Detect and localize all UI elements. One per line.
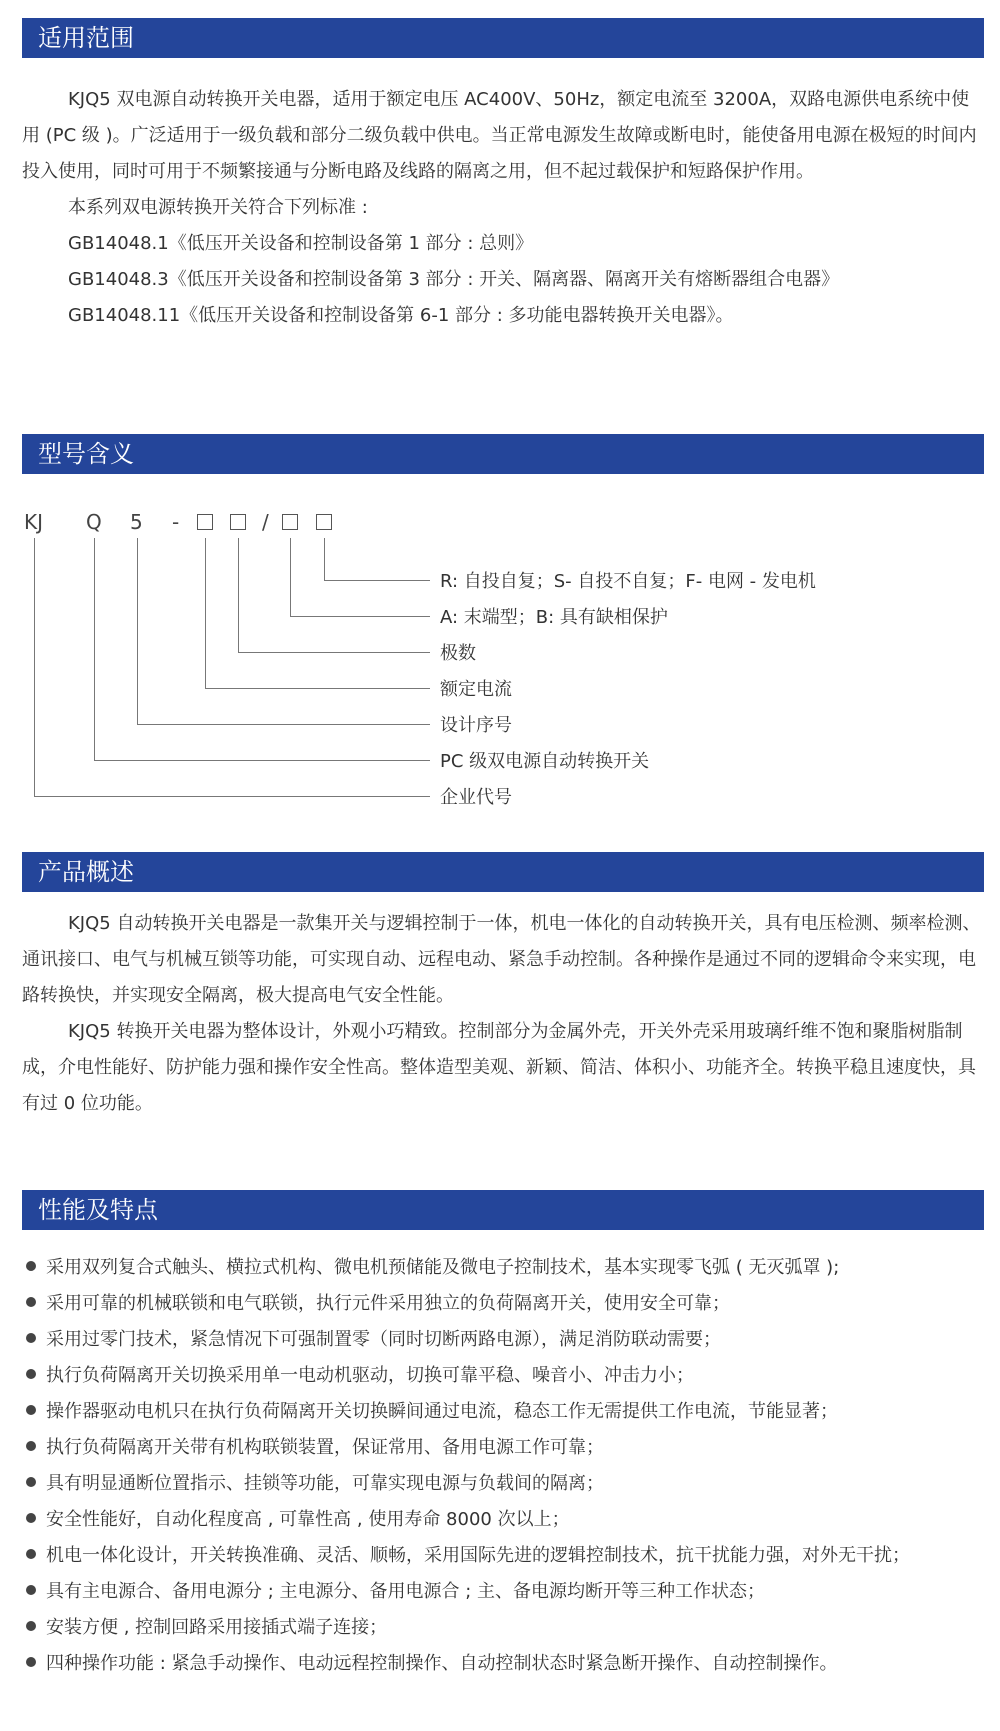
bullet-icon [26,1477,36,1487]
feature-text: 执行负荷隔离开关带有机构联锁装置，保证常用、备用电源工作可靠； [46,1437,604,1458]
list-item [22,1466,984,1502]
feature-text: 四种操作功能 : 紧急手动操作、电动远程控制操作、自动控制状态时紧急断开操作、自动控制操作。 [46,1653,838,1674]
list-item [22,1538,984,1574]
bullet-icon [26,1333,36,1343]
leader-hline-poles [238,652,430,653]
legend-series: 设计序号 [440,715,512,736]
list-item [22,1574,984,1610]
list-item [22,1502,984,1538]
feature-text: 采用过零门技术，紧急情况下可强制置零（同时切断两路电源），满足消防联动需要； [46,1329,721,1350]
leader-hline-type [290,616,430,617]
list-item [22,1430,984,1466]
code-5: 5 [130,510,143,534]
feature-text: 采用可靠的机械联锁和电气联锁，执行元件采用独立的负荷隔离开关，使用安全可靠； [46,1293,730,1314]
legend-poles: 极数 [440,643,476,664]
section-header-features: 性能及特点 [22,1190,984,1230]
leader-vline-mode [324,538,325,580]
scope-text [22,82,984,334]
section-header-model: 型号含义 [22,434,984,474]
code-box-poles [230,514,246,530]
code-box-mode [316,514,332,530]
feature-text: 具有明显通断位置指示、挂锁等功能，可靠实现电源与负载间的隔离； [46,1473,604,1494]
bullet-icon [26,1261,36,1271]
standard-item: GB14048.1《低压开关设备和控制设备第 1 部分 : 总则》 [68,233,534,254]
overview-paragraph: KJQ5 转换开关电器为整体设计，外观小巧精致。控制部分为金属外壳，开关外壳采用玻璃纤维不饱和聚脂树脂制成，介电性能好、防护能力强和操作安全性高。整体造型美观、新颖、简洁、体积小、功能齐全。转换平稳且速度快，具有过 0 位功能。 [22,1021,976,1114]
list-item [22,1610,984,1646]
code-dash: - [172,510,180,534]
list-item [22,1646,984,1682]
feature-text: 具有主电源合、备用电源分 ; 主电源分、备用电源合 ; 主、备电源均断开等三种工作状态； [46,1581,766,1602]
feature-text: 执行负荷隔离开关切换采用单一电动机驱动，切换可靠平稳、噪音小、冲击力小； [46,1365,694,1386]
bullet-icon [26,1621,36,1631]
model-code-diagram [22,500,984,820]
legend-company: 企业代号 [440,787,512,808]
code-box-current [197,514,213,530]
section-header-scope: 适用范围 [22,18,984,58]
leader-vline-series [137,538,138,724]
code-kj: KJ [24,510,44,534]
list-item [22,1322,984,1358]
feature-text: 采用双列复合式触头、横拉式机构、微电机预储能及微电子控制技术，基本实现零飞弧 ( 无灭弧罩 ); [46,1257,840,1278]
code-slash: / [262,510,269,534]
legend-pc: PC 级双电源自动转换开关 [440,751,650,772]
list-item [22,1394,984,1430]
bullet-icon [26,1549,36,1559]
feature-text: 安全性能好，自动化程度高 , 可靠性高 , 使用寿命 8000 次以上； [46,1509,570,1530]
leader-hline-mode [324,580,430,581]
leader-hline-company [34,796,430,797]
feature-text: 操作器驱动电机只在执行负荷隔离开关切换瞬间通过电流，稳态工作无需提供工作电流，节能显著； [46,1401,838,1422]
list-item [22,1250,984,1286]
legend-mode: R: 自投自复；S- 自投不自复；F- 电网 - 发电机 [440,571,816,592]
bullet-icon [26,1657,36,1667]
code-q: Q [86,510,102,534]
leader-vline-poles [238,538,239,652]
bullet-icon [26,1441,36,1451]
legend-current: 额定电流 [440,679,512,700]
bullet-icon [26,1513,36,1523]
leader-hline-current [205,688,430,689]
bullet-icon [26,1405,36,1415]
leader-hline-series [137,724,430,725]
overview-text [22,906,984,1122]
list-item [22,1358,984,1394]
leader-vline-current [205,538,206,688]
feature-text: 机电一体化设计，开关转换准确、灵活、顺畅，采用国际先进的逻辑控制技术，抗干扰能力强，对外无干扰； [46,1545,910,1566]
standard-item: GB14048.3《低压开关设备和控制设备第 3 部分 : 开关、隔离器、隔离开关有熔断器组合电器》 [68,269,840,290]
feature-text: 安装方便 , 控制回路采用接插式端子连接； [46,1617,388,1638]
legend-type: A: 末端型；B: 具有缺相保护 [440,607,668,628]
overview-paragraph: KJQ5 自动转换开关电器是一款集开关与逻辑控制于一体，机电一体化的自动转换开关，具有电压检测、频率检测、通讯接口、电气与机械互锁等功能，可实现自动、远程电动、紧急手动控制。各种操作是通过不同的逻辑命令来实现，电路转换快，并实现安全隔离，极大提高电气安全性能。 [22,913,981,1006]
leader-vline-company [34,538,35,796]
leader-vline-type [290,538,291,616]
scope-paragraph: KJQ5 双电源自动转换开关电器，适用于额定电压 AC400V、50Hz，额定电流至 3200A，双路电源供电系统中使用 (PC 级 )。广泛适用于一级负载和部分二级负载中供电。当正常电源发生故障或断电时，能使备用电源在极短的时间内投入使用，同时可用于不频繁接通与分断电路及线路的隔离之用，但不起过载保护和短路保护作用。 [22,89,977,182]
standards-intro: 本系列双电源转换开关符合下列标准 : [68,197,368,218]
list-item [22,1286,984,1322]
section-header-overview: 产品概述 [22,852,984,892]
leader-vline-pc [94,538,95,760]
bullet-icon [26,1585,36,1595]
bullet-icon [26,1369,36,1379]
leader-hline-pc [94,760,430,761]
code-box-type [282,514,298,530]
standard-item: GB14048.11《低压开关设备和控制设备第 6-1 部分 : 多功能电器转换开关电器》。 [68,305,734,326]
bullet-icon [26,1297,36,1307]
feature-list [22,1250,984,1682]
